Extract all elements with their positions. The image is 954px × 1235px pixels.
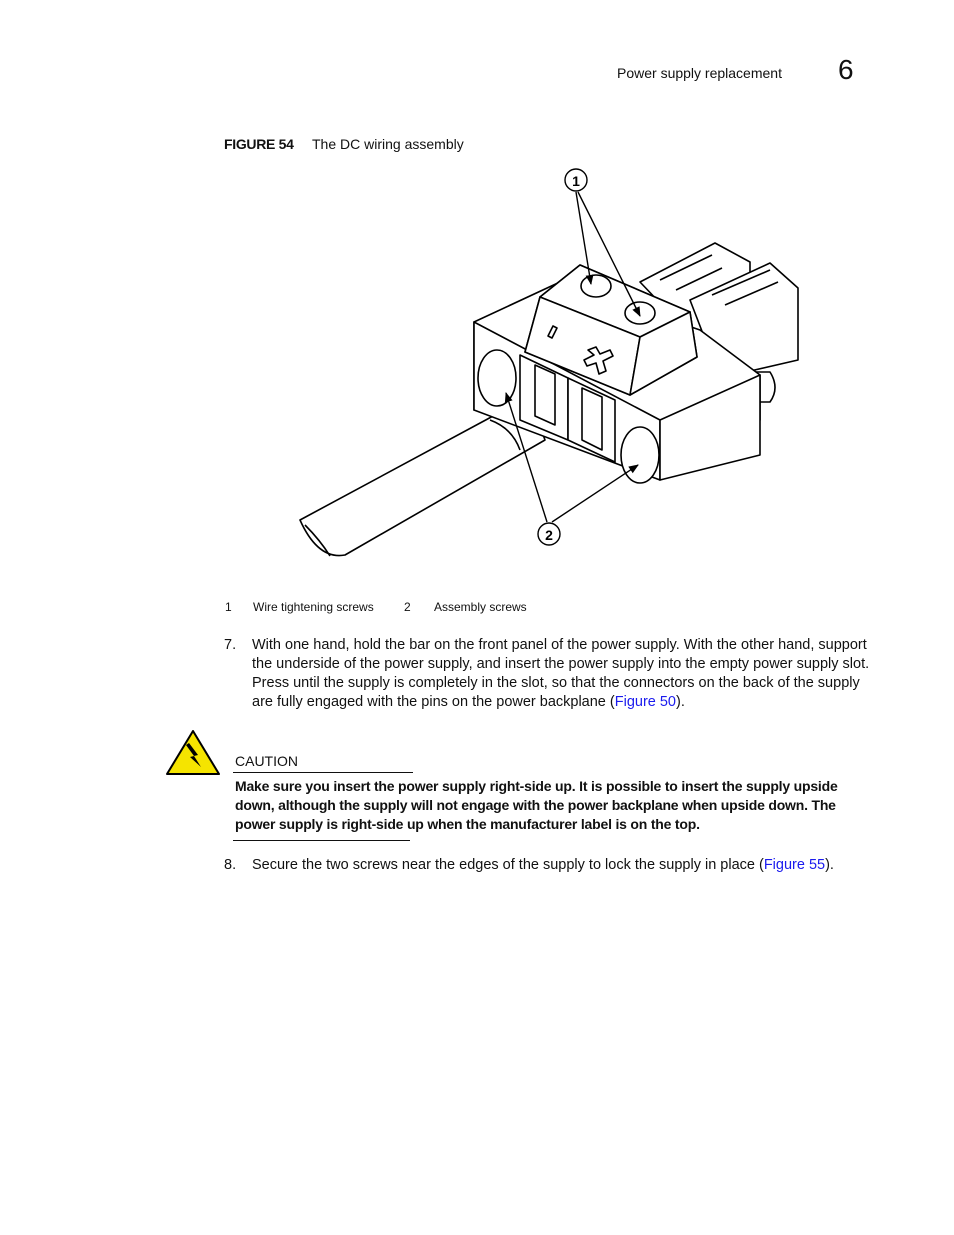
figure-caption: The DC wiring assembly [312,136,464,152]
legend-number-1: 1 [225,600,232,614]
caution-top-rule [233,772,413,773]
dc-wiring-assembly-illustration [290,165,810,565]
figure-label: FIGURE 54 [224,136,294,152]
chapter-number: 6 [838,54,854,85]
step-7-text: With one hand, hold the bar on the front panel of the power supply. With the other hand, support the underside of the power supply, and insert the power supply into the empty power supply slot. Press until the supply is completely in the slot, so that the connectors on the back of the supply are fully engaged with the pins on the power backplane (Figure 50). [252,637,870,710]
caution-bottom-rule [233,840,410,841]
figure-50-link[interactable]: Figure 50 [614,694,676,710]
step-8-text: Secure the two screws near the edges of the supply to lock the supply in place (Figure 55). [252,857,834,873]
legend-number-2: 2 [404,600,411,614]
step-7-number: 7. [224,637,237,653]
figure-55-link[interactable]: Figure 55 [763,857,826,873]
step-8-number: 8. [224,857,237,873]
callout-1: 1 [572,173,580,189]
caution-text: Make sure you insert the power supply right-side up. It is possible to insert the supply upside down, although the supply will not engage with the power backplane when upside down. The power supply is right-side up when the manufacturer label is on the top. [235,778,838,832]
electrical-hazard-icon [165,729,221,777]
running-header-section: Power supply replacement [617,65,782,81]
legend-text-1: Wire tightening screws [253,600,374,614]
legend-text-2: Assembly screws [434,600,527,614]
callout-2: 2 [545,527,553,543]
caution-title: CAUTION [235,753,298,769]
